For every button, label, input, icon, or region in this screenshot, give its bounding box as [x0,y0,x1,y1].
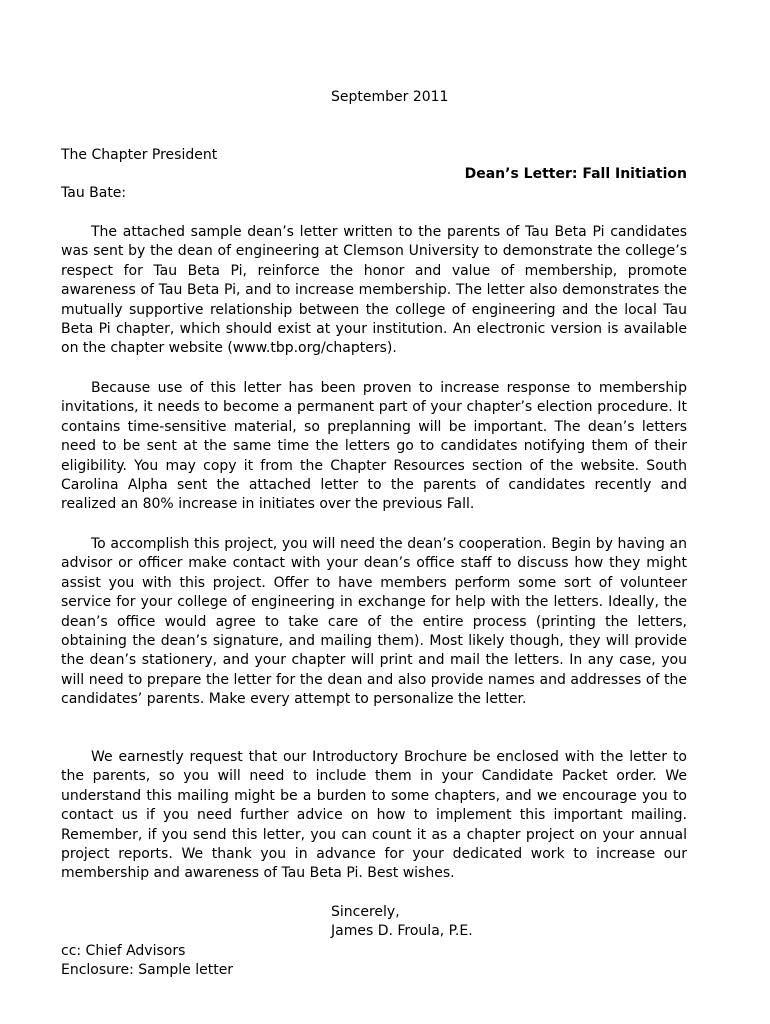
letter-date: September 2011 [331,89,449,105]
enclosure-line: Enclosure: Sample letter [61,962,234,978]
body-paragraph-4: We earnestly request that our Introductory Brochure be enclosed with the letter to the parents, so you will need to include them in your Candidate Packet order. We understand this mailing might be a burden to some chapters, and we encourage you to contact us if you need further advice on how to implement this important mailing. Remember, if you send this letter, you can count it as a chapter project on your annual project reports. We thank you in advance for your dedicated work to increase our membership and awareness of Tau Beta Pi. Best wishes. [61,749,687,882]
closing: Sincerely, [331,904,400,920]
salutation: Tau Bate: [61,185,127,201]
body-paragraph-3: To accomplish this project, you will need the dean’s cooperation. Begin by having an advisor or officer make contact with your dean’s office staff to discuss how they might assist you with this project. Offer to have members perform some sort of volunteer service for your college of engineering in exchange for help with the letters. Ideally, the dean’s office would agree to take care of the entire process (printing the letters, obtaining the dean’s signature, and mailing them). Most likely though, they will provide the dean’s stationery, and your chapter will print and mail the letters. In any case, you will need to prepare the letter for the dean and also provide names and addresses of the candidates’ parents. Make every attempt to personalize the letter. [61,536,687,708]
subject-line: Dean’s Letter: Fall Initiation [464,166,687,182]
body-paragraph-2: Because use of this letter has been proven to increase response to membership invitations, it needs to become a permanent part of your chapter’s election procedure. It contains time-sensitive material, so preplanning will be important. The dean’s letters need to be sent at the same time the letters go to candidates notifying them of their eligibility. You may copy it from the Chapter Resources section of the website. South Carolina Alpha sent the attached letter to the parents of candidates recently and realized an 80% increase in initiates over the previous Fall. [61,380,687,513]
recipient-line: The Chapter President [61,147,218,163]
signer-name: James D. Froula, P.E. [331,923,473,939]
cc-line: cc: Chief Advisors [61,943,186,959]
body-paragraph-1: The attached sample dean’s letter written to the parents of Tau Beta Pi candidates was sent by the dean of engineering at Clemson University to demonstrate the college’s respect for Tau Beta Pi, reinforce the honor and value of membership, promote awareness of Tau Beta Pi, and to increase membership. The letter also demonstrates the mutually supportive relationship between the college of engineering and the local Tau Beta Pi chapter, which should exist at your institution. An electronic version is available on the chapter website (www.tbp.org/chapters). [61,224,687,357]
